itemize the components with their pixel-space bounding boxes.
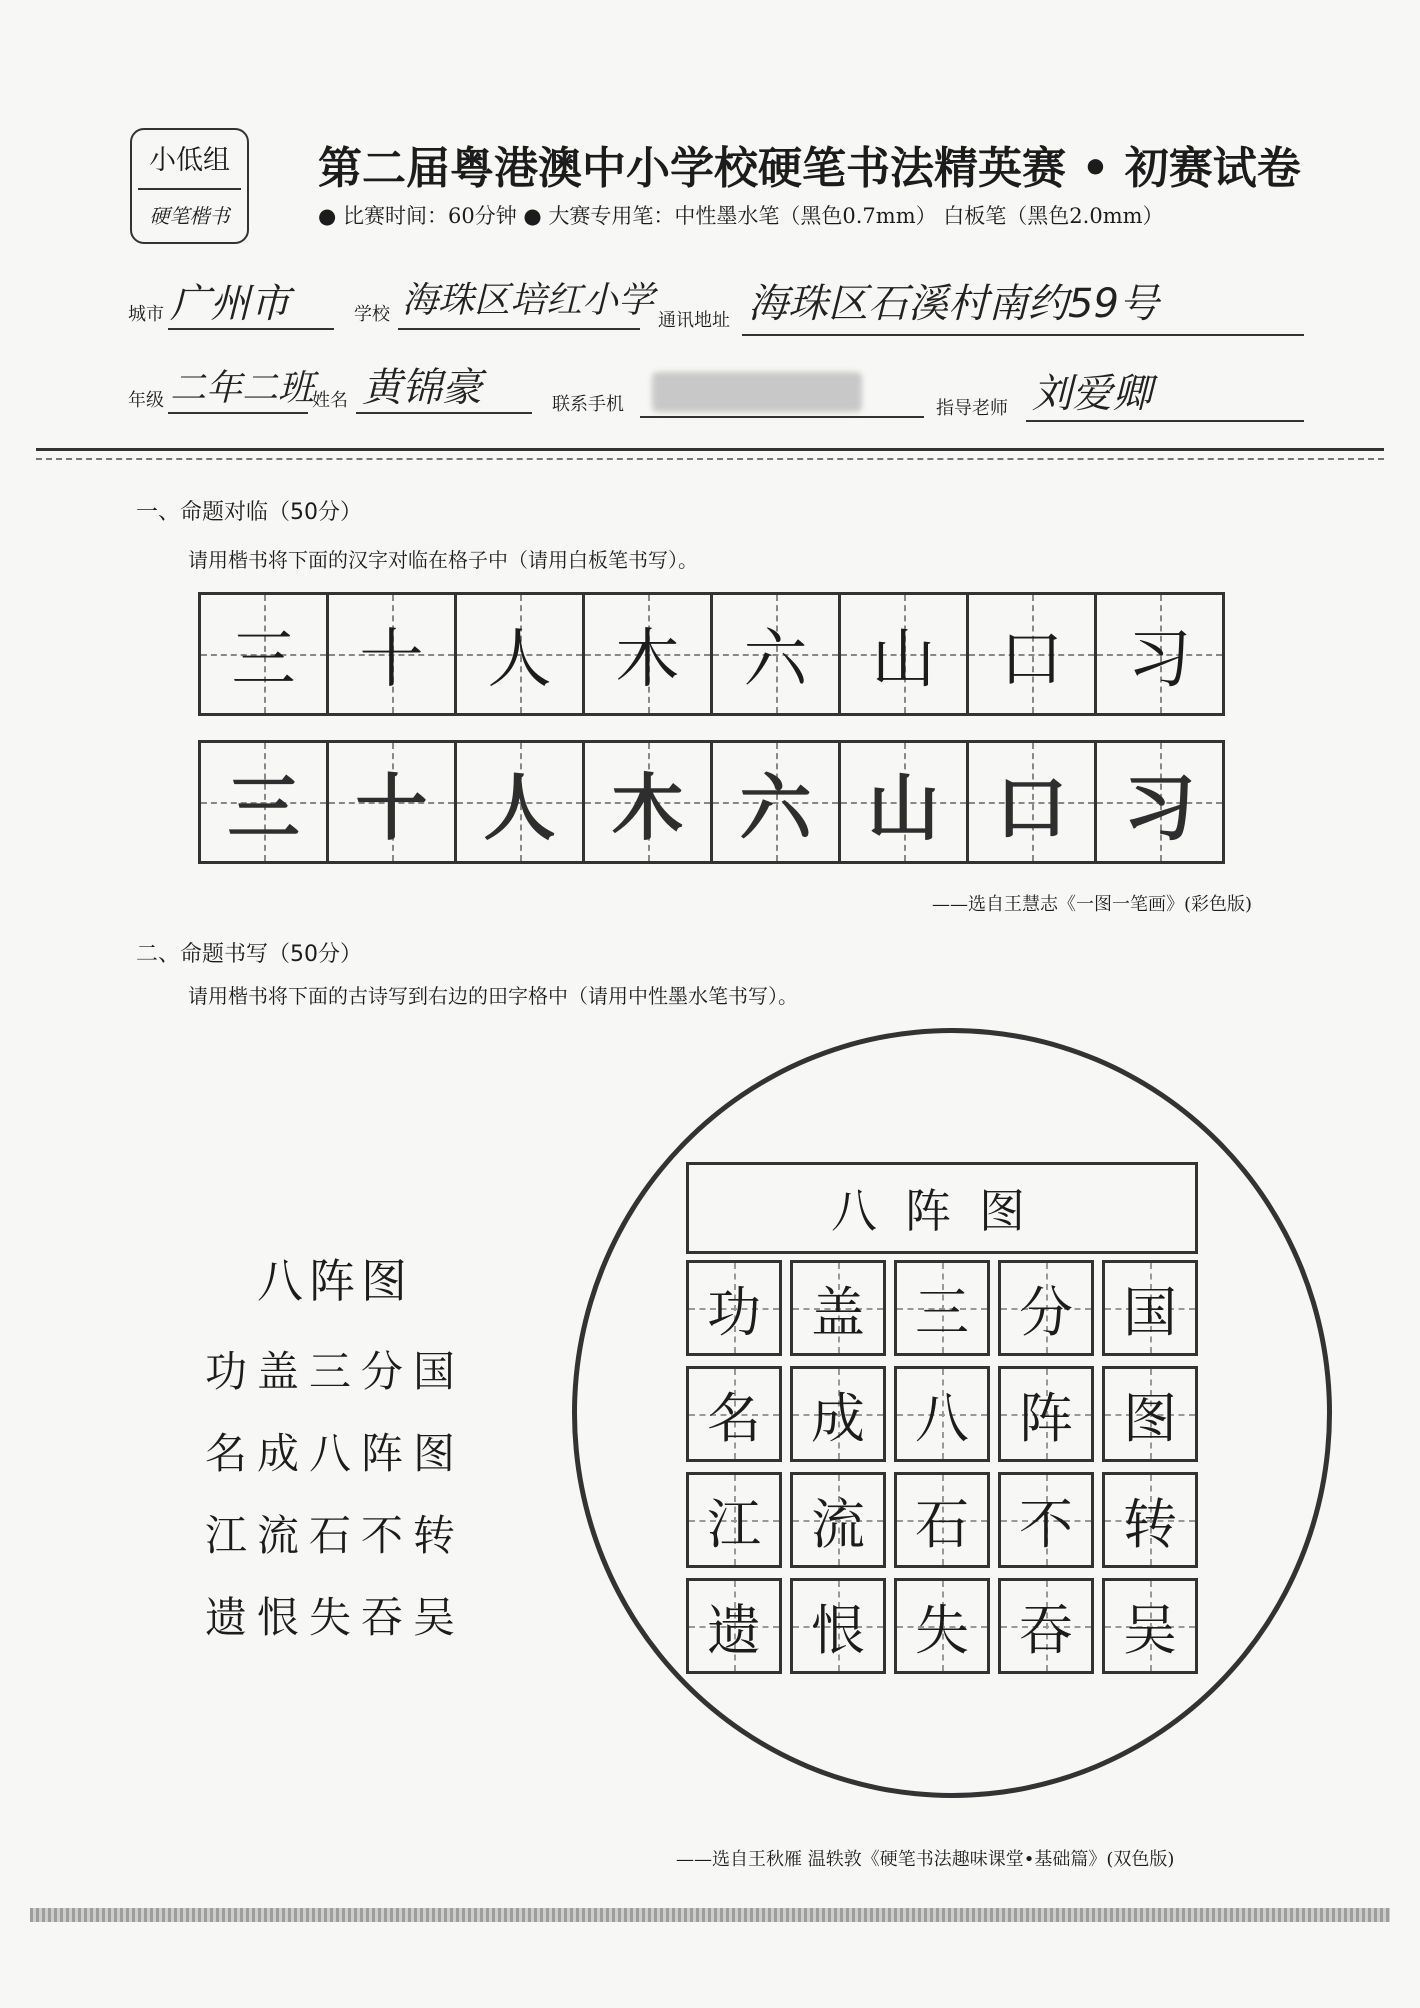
section2-heading: 二、命题书写（50分） <box>136 942 362 967</box>
poem-cell <box>998 1366 1094 1462</box>
grade-value: 二年二班 <box>170 368 315 409</box>
model-char: 人 <box>487 623 552 697</box>
section1-heading: 一、命题对临（50分） <box>136 500 362 525</box>
city-value: 广州市 <box>170 281 290 327</box>
section2-instruction: 请用楷书将下面的古诗写到右边的田字格中（请用中性墨水笔书写）。 <box>188 984 798 1008</box>
written-char: 六 <box>739 766 812 850</box>
poem-model-line: 江流石不转 <box>204 1511 465 1560</box>
copy-char-cell <box>1097 740 1225 864</box>
poem-cell <box>790 1578 886 1674</box>
poem-cell <box>790 1472 886 1568</box>
poem-written-char: 八 <box>915 1386 969 1450</box>
poem-written-char: 图 <box>1123 1386 1177 1450</box>
poem-title-box: 八阵图 <box>686 1162 1198 1254</box>
poem-written-char: 江 <box>707 1492 761 1556</box>
copy-char-cell <box>713 740 841 864</box>
name-label: 姓名 <box>312 390 348 411</box>
written-char: 习 <box>1123 766 1196 850</box>
model-char: 口 <box>999 623 1064 697</box>
poem-written-char: 阵 <box>1019 1386 1073 1450</box>
grade-label: 年级 <box>128 390 164 411</box>
written-char: 山 <box>867 766 940 850</box>
copy-char-cell <box>841 740 969 864</box>
poem-written-char: 不 <box>1019 1492 1073 1556</box>
poem-model <box>175 1245 495 1659</box>
model-char: 十 <box>359 623 424 697</box>
model-char: 六 <box>743 623 808 697</box>
phone-underline <box>640 416 924 418</box>
school-underline <box>398 328 640 330</box>
poem-writing-grid <box>686 1260 1198 1674</box>
poem-cell <box>686 1366 782 1462</box>
written-char: 口 <box>995 766 1068 850</box>
poem-written-char: 石 <box>915 1492 969 1556</box>
header-divider <box>36 448 1384 451</box>
poem-cell <box>1102 1366 1198 1462</box>
phone-redacted <box>652 372 862 412</box>
written-char: 三 <box>227 766 300 850</box>
badge-divider <box>138 188 241 190</box>
poem-written-char: 国 <box>1123 1280 1177 1344</box>
poem-written-char: 盖 <box>811 1280 865 1344</box>
written-char: 十 <box>355 766 428 850</box>
poem-cell <box>790 1366 886 1462</box>
poem-model-title: 八阵图 <box>257 1254 413 1308</box>
model-char-cell <box>841 592 969 716</box>
model-char-cell <box>969 592 1097 716</box>
poem-cell <box>894 1366 990 1462</box>
copy-char-cell <box>585 740 713 864</box>
section1-credit: ——选自王慧志《一图一笔画》(彩色版) <box>932 894 1253 915</box>
poem-cell <box>998 1578 1094 1674</box>
poem-written-char: 流 <box>811 1492 865 1556</box>
teacher-underline <box>1026 420 1304 422</box>
poem-written-char: 三 <box>915 1280 969 1344</box>
poem-cell <box>998 1260 1094 1356</box>
model-char: 木 <box>615 623 680 697</box>
model-char-grid <box>198 592 1225 716</box>
header-divider-dotted <box>36 458 1384 460</box>
poem-written-char: 失 <box>915 1598 969 1662</box>
teacher-label: 指导老师 <box>936 398 1008 419</box>
school-label: 学校 <box>354 304 390 325</box>
poem-cell <box>1102 1578 1198 1674</box>
model-char-cell <box>329 592 457 716</box>
badge-category-label: 硬笔楷书 <box>149 204 230 228</box>
exam-subtitle: ● 比赛时间：60分钟 ● 大赛专用笔：中性墨水笔（黑色0.7mm） 白板笔（黑色2.0mm） <box>318 204 1164 228</box>
poem-cell <box>686 1260 782 1356</box>
address-underline <box>742 334 1304 336</box>
poem-cell <box>894 1578 990 1674</box>
poem-cell <box>790 1260 886 1356</box>
copy-char-grid <box>198 740 1225 864</box>
name-underline <box>356 412 532 414</box>
address-value: 海珠区石溪村南约59号 <box>748 281 1159 327</box>
model-char: 山 <box>871 623 936 697</box>
footer-scan-bar <box>30 1908 1390 1922</box>
poem-cell <box>894 1260 990 1356</box>
teacher-value: 刘爱卿 <box>1032 371 1152 417</box>
poem-model-line: 功盖三分国 <box>204 1347 465 1396</box>
poem-cell <box>998 1472 1094 1568</box>
poem-cell <box>1102 1472 1198 1568</box>
poem-cell <box>894 1472 990 1568</box>
section1-instruction: 请用楷书将下面的汉字对临在格子中（请用白板笔书写）。 <box>188 548 698 572</box>
school-value: 海珠区培红小学 <box>402 280 655 321</box>
written-char: 木 <box>611 766 684 850</box>
phone-label: 联系手机 <box>552 394 624 415</box>
poem-written-char: 恨 <box>811 1598 865 1662</box>
city-underline <box>168 328 334 330</box>
model-char-cell <box>457 592 585 716</box>
poem-model-line: 遗恨失吞吴 <box>204 1593 465 1642</box>
model-char: 三 <box>231 623 296 697</box>
copy-char-cell <box>969 740 1097 864</box>
poem-cell <box>1102 1260 1198 1356</box>
model-char-cell <box>201 592 329 716</box>
poem-cell <box>686 1578 782 1674</box>
poem-written-char: 吴 <box>1123 1598 1177 1662</box>
model-char-cell <box>1097 592 1225 716</box>
group-badge <box>130 128 249 244</box>
written-char: 人 <box>483 766 556 850</box>
page-title: 第二届粤港澳中小学校硬笔书法精英赛 • 初赛试卷 <box>318 143 1301 194</box>
name-value: 黄锦豪 <box>362 365 482 411</box>
poem-written-char: 吞 <box>1019 1598 1073 1662</box>
poem-written-char: 名 <box>707 1386 761 1450</box>
poem-written-char: 遗 <box>707 1598 761 1662</box>
poem-written-char: 成 <box>811 1386 865 1450</box>
city-label: 城市 <box>128 304 164 325</box>
poem-written-char: 分 <box>1019 1280 1073 1344</box>
poem-model-line: 名成八阵图 <box>204 1429 465 1478</box>
badge-group-label: 小低组 <box>149 145 230 176</box>
poem-written-char: 转 <box>1123 1492 1177 1556</box>
poem-cell <box>686 1472 782 1568</box>
poem-written-char: 功 <box>707 1280 761 1344</box>
model-char-cell <box>713 592 841 716</box>
address-label: 通讯地址 <box>658 310 730 331</box>
model-char-cell <box>585 592 713 716</box>
copy-char-cell <box>201 740 329 864</box>
grade-underline <box>168 412 308 414</box>
section2-credit: ——选自王秋雁 温轶敦《硬笔书法趣味课堂•基础篇》(双色版) <box>676 1849 1175 1870</box>
model-char: 习 <box>1127 623 1192 697</box>
copy-char-cell <box>329 740 457 864</box>
copy-char-cell <box>457 740 585 864</box>
